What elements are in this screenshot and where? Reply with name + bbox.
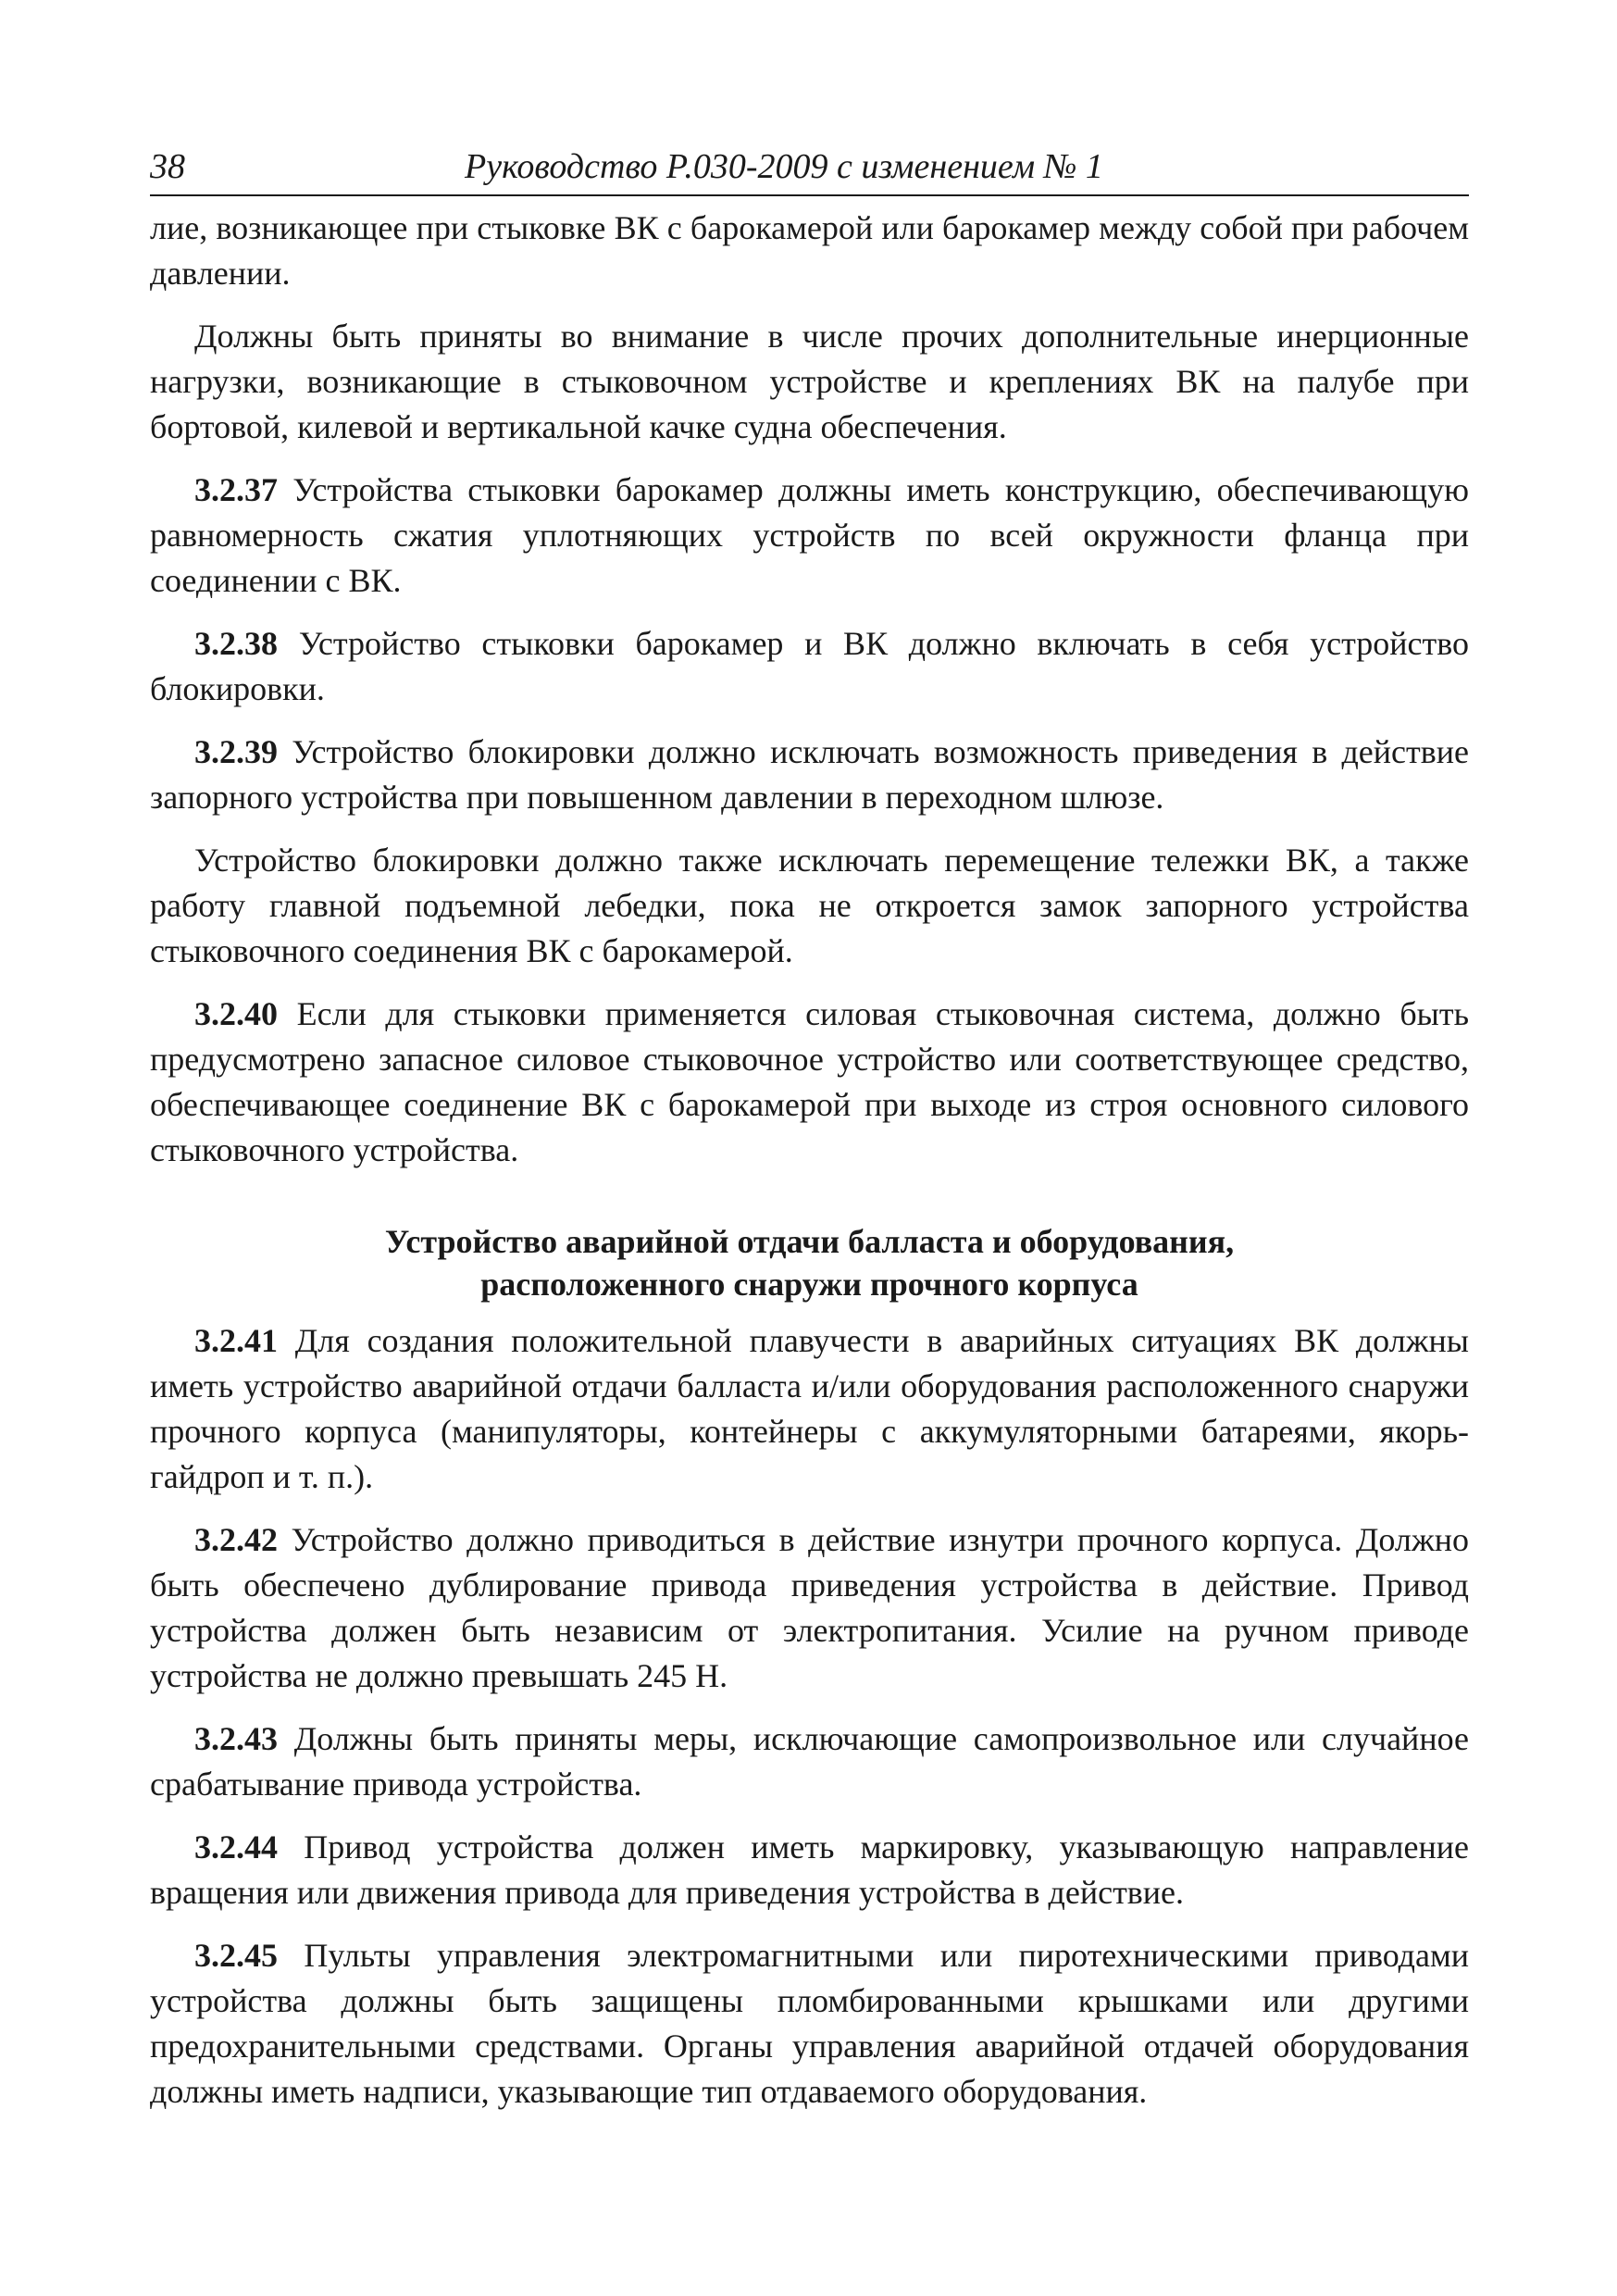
running-title: Руководство Р.030-2009 с изменением № 1 xyxy=(465,147,1103,186)
clause-number: 3.2.41 xyxy=(194,1322,278,1359)
clause-3-2-39 xyxy=(150,730,1469,820)
clause-3-2-41 xyxy=(150,1318,1469,1500)
clause-3-2-44 xyxy=(150,1825,1469,1915)
paragraph-text: Устройства стыковки барокамер должны иметь конструкцию, обеспечивающую равномерность сжатия уплотняющих устройств по всей окружности фланца при соединении с ВК. xyxy=(150,471,1470,599)
paragraph-text: Устройство должно приводиться в действие изнутри прочного корпуса. Должно быть обеспечено дублирование привода приведения устройства в действие. Привод устройства должен быть независим от электропитания. Усилие на ручном приводе устройства не должно превышать 245 Н. xyxy=(150,1521,1470,1694)
clause-number: 3.2.40 xyxy=(194,995,278,1032)
paragraph-text: Должны быть приняты во внимание в числе прочих дополнительные инерционные нагрузки, возникающие в стыковочном устройстве и креплениях ВК на палубе при бортовой, килевой и вертикальной качке судна обеспечения. xyxy=(150,318,1469,445)
paragraph-text: Устройство блокировки должно исключать возможность приведения в действие запорного устройства при повышенном давлении в переходном шлюзе. xyxy=(150,733,1469,816)
clause-3-2-40 xyxy=(150,992,1469,1173)
paragraph xyxy=(150,314,1469,450)
clause-number: 3.2.43 xyxy=(194,1720,278,1757)
clause-3-2-37 xyxy=(150,468,1469,604)
paragraph-text: Устройство блокировки должно также исключать перемещение тележки ВК, а также работу главной подъемной лебедки, пока не откроется замок запорного устройства стыковочного соединения ВК с барокамерой. xyxy=(150,842,1469,969)
clause-number: 3.2.38 xyxy=(194,625,278,662)
clause-3-2-42 xyxy=(150,1517,1469,1699)
header-rule xyxy=(150,194,1469,196)
paragraph-text: Должны быть приняты меры, исключающие самопроизвольное или случайное срабатывание привода устройства. xyxy=(150,1720,1469,1803)
section-heading-line-2: расположенного снаружи прочного корпуса xyxy=(480,1266,1138,1303)
clause-3-2-38 xyxy=(150,621,1469,712)
page-header xyxy=(150,139,1469,194)
clause-3-2-43 xyxy=(150,1716,1469,1807)
clause-number: 3.2.42 xyxy=(194,1521,278,1558)
clause-number: 3.2.44 xyxy=(194,1828,278,1866)
document-page xyxy=(150,139,1469,2132)
clause-3-2-45 xyxy=(150,1933,1469,2115)
paragraph-text: Если для стыковки применяется силовая стыковочная система, должно быть предусмотрено запасное силовое стыковочное устройство или соответствующее средство, обеспечивающее соединение ВК с барокамерой при выходе из строя основного силового стыковочного устройства. xyxy=(150,995,1470,1168)
paragraph-text: лие, возникающее при стыковке ВК с барокамерой или барокамер между собой при рабочем давлении. xyxy=(150,209,1469,292)
section-heading xyxy=(150,1220,1469,1305)
paragraph-text: Устройство стыковки барокамер и ВК должно включать в себя устройство блокировки. xyxy=(150,625,1470,707)
document-body xyxy=(150,194,1469,2115)
clause-number: 3.2.45 xyxy=(194,1937,278,1974)
section-heading-line-1: Устройство аварийной отдачи балласта и оборудования, xyxy=(384,1223,1235,1260)
paragraph xyxy=(150,206,1469,296)
clause-number: 3.2.37 xyxy=(194,471,278,508)
paragraph-text: Для создания положительной плавучести в аварийных ситуациях ВК должны иметь устройство аварийной отдачи балласта и/или оборудования расположенного снаружи прочного корпуса (манипуляторы, контейнеры с аккумуляторными батареями, якорь-гайдроп и т. п.). xyxy=(150,1322,1469,1495)
paragraph xyxy=(150,838,1469,974)
clause-number: 3.2.39 xyxy=(194,733,278,770)
paragraph-text: Привод устройства должен иметь маркировку, указывающую направление вращения или движения привода для приведения устройства в действие. xyxy=(150,1828,1470,1911)
paragraph-text: Пульты управления электромагнитными или пиротехническими приводами устройства должны быть защищены пломбированными крышками или другими предохранительными средствами. Органы управления аварийной отдачей оборудования должны иметь надписи, указывающие тип отдаваемого оборудования. xyxy=(150,1937,1470,2110)
page-number: 38 xyxy=(150,147,185,186)
